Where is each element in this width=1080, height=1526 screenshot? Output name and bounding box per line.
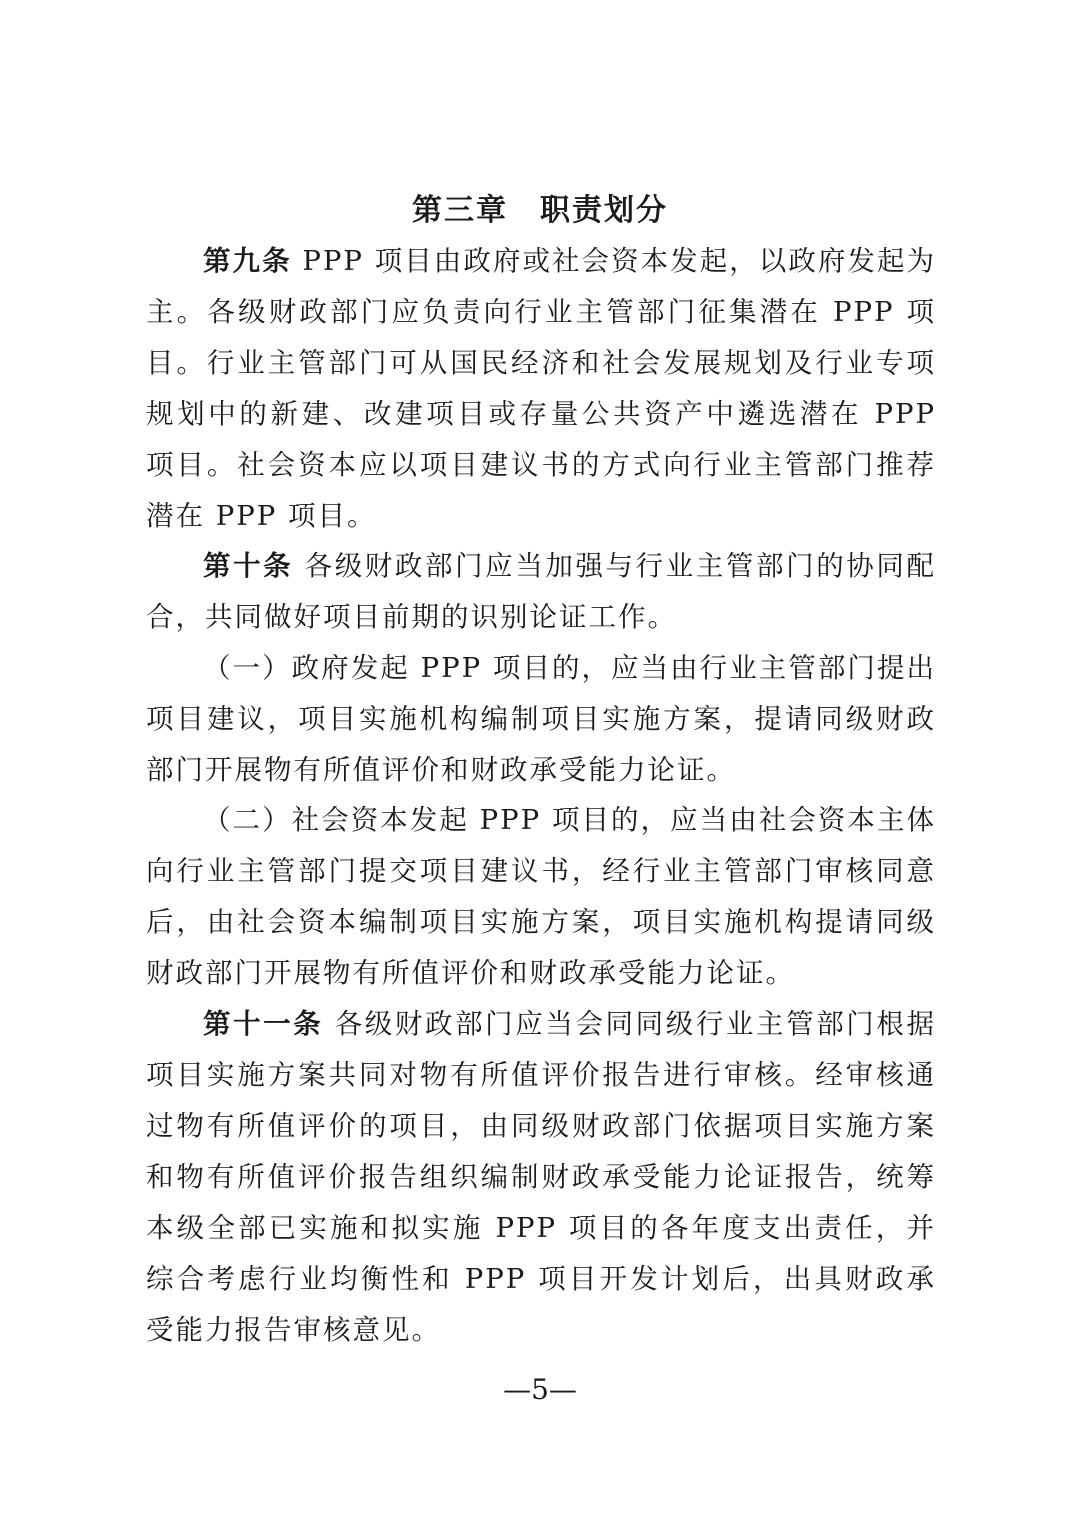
article-11-block [146,999,936,1356]
article-9-block [146,236,936,542]
article-10-block [146,541,936,643]
paragraph [146,643,936,796]
paragraph [146,999,936,1356]
paragraph [146,795,936,999]
paragraph-text: （一）政府发起 PPP 项目的，应当由行业主管部门提出项目建议，项目实施机构编制项目实施方案，提请同级财政部门开展物有所值评价和财政承受能力论证。 [146,652,936,786]
paragraph-text: （二）社会资本发起 PPP 项目的，应当由社会资本主体向行业主管部门提交项目建议书，经行业主管部门审核同意后，由社会资本编制项目实施方案，项目实施机构提请同级财政部门开展物有所值评价和财政承受能力论证。 [146,804,936,989]
paragraph-text: PPP 项目由政府或社会资本发起，以政府发起为主。各级财政部门应负责向行业主管部门征集潜在 PPP 项目。行业主管部门可从国民经济和社会发展规划及行业专项规划中的新建、改建项目或存量公共资产中遴选潜在 PPP 项目。社会资本应以项目建议书的方式向行业主管部门推荐潜在 PPP 项目。 [146,245,937,532]
article-heading: 第十一条 [203,1008,324,1040]
chapter-title: 第三章 职责划分 [412,193,668,228]
item-2-block [146,795,936,999]
article-heading: 第九条 [203,245,292,277]
paragraph [146,541,936,643]
paragraph [146,236,936,542]
paragraph-text: 各级财政部门应当会同同级行业主管部门根据项目实施方案共同对物有所值评价报告进行审核。经审核通过物有所值评价的项目，由同级财政部门依据项目实施方案和物有所值评价报告组织编制财政承受能力论证报告，统筹本级全部已实施和拟实施 PPP 项目的各年度支出责任，并综合考虑行业均衡性和 PPP 项目开发计划后，出具财政承受能力报告审核意见。 [146,1008,936,1346]
page-number: —5— [503,1373,577,1406]
paragraph-text: 各级财政部门应当加强与行业主管部门的协同配合，共同做好项目前期的识别论证工作。 [146,550,936,633]
item-1-block [146,643,936,796]
article-heading: 第十条 [203,550,294,582]
